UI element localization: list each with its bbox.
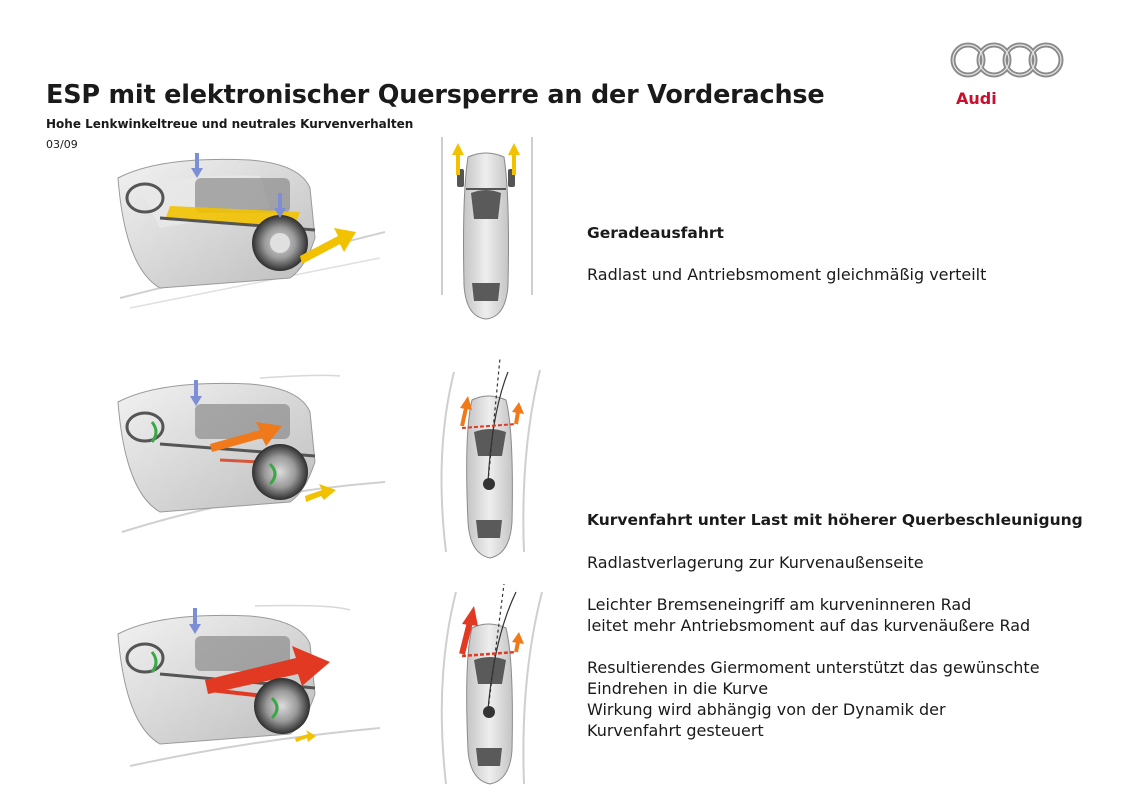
page-number: 03/09 <box>46 138 78 151</box>
section-cornering-text-7: Kurvenfahrt gesteuert <box>587 721 764 740</box>
section-straight-text: Radlast und Antriebsmoment gleichmäßig verteilt <box>587 265 987 284</box>
section-cornering-text-3: leitet mehr Antriebsmoment auf das kurvenäußere Rad <box>587 616 1031 635</box>
car-top-view-straight-illustration <box>438 135 538 325</box>
car-cutaway-straight-illustration <box>100 148 390 318</box>
car-cutaway-corner-light-illustration <box>100 372 390 542</box>
car-cutaway-corner-strong-illustration <box>100 600 390 770</box>
page-title: ESP mit elektronischer Quersperre an der Vorderachse <box>46 80 825 110</box>
car-top-view-corner-strong-illustration <box>432 578 552 788</box>
brand-wordmark: Audi <box>956 89 997 108</box>
section-cornering-text-1: Radlastverlagerung zur Kurvenaußenseite <box>587 553 924 572</box>
section-cornering-text-5: Eindrehen in die Kurve <box>587 679 769 698</box>
section-cornering-text-4: Resultierendes Giermoment unterstützt das gewünschte <box>587 658 1040 677</box>
section-straight-heading: Geradeausfahrt <box>587 224 724 242</box>
section-cornering-text-6: Wirkung wird abhängig von der Dynamik der <box>587 700 946 719</box>
car-top-view-corner-light-illustration <box>432 352 552 562</box>
section-cornering-heading: Kurvenfahrt unter Last mit höherer Querbeschleunigung <box>587 511 1083 529</box>
section-cornering-text-2: Leichter Bremseneingriff am kurveninneren Rad <box>587 595 972 614</box>
page-subtitle: Hohe Lenkwinkeltreue und neutrales Kurvenverhalten <box>46 117 414 131</box>
